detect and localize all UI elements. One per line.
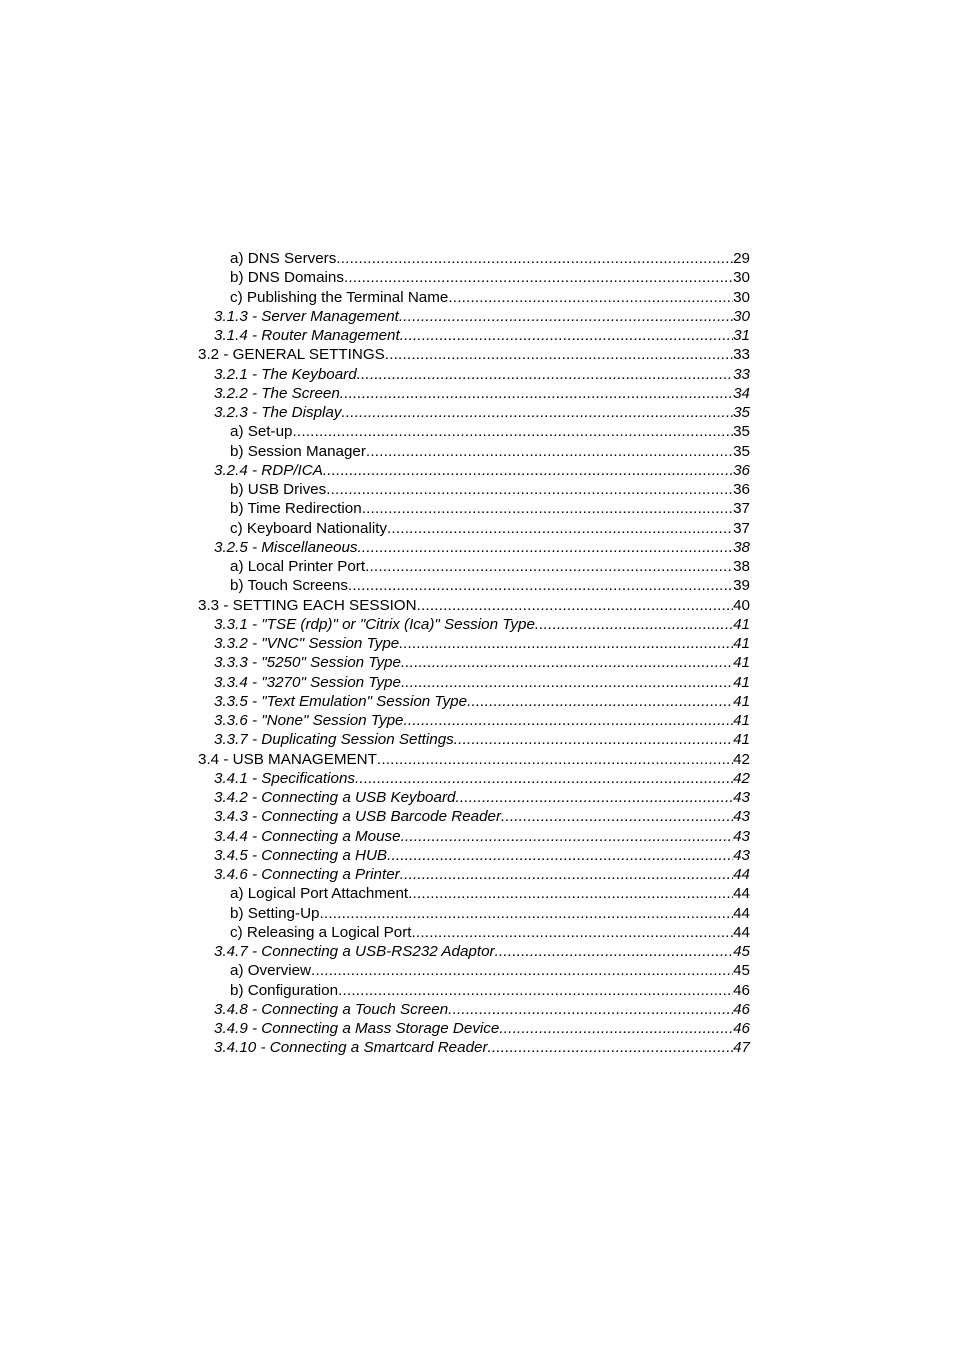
toc-entry-page: 45 [733,962,750,980]
toc-entry-page: 33 [733,346,750,364]
toc-entry-title: 3.3.6 - "None" Session Type [214,712,404,729]
toc-entry-page: 37 [733,500,750,518]
toc-dot-leader [387,846,733,865]
toc-entry-page: 44 [733,885,750,903]
toc-dot-leader [365,557,733,576]
toc-entry-title: 3.1.3 - Server Management [214,307,399,325]
toc-entry-page: 40 [733,596,750,614]
toc-dot-leader [377,750,733,769]
toc-dot-leader [387,519,733,538]
toc-entry-title: a) Overview [230,962,312,980]
toc-entry-page: 29 [733,250,750,267]
toc-entry-page: 41 [733,635,750,652]
toc-entry-page: 34 [733,384,750,402]
toc-entry-page: 39 [733,577,750,595]
toc-entry[interactable] [198,345,750,364]
toc-entry-page: 44 [733,866,750,883]
toc-entry[interactable] [214,730,750,749]
toc-entry-title: 3.3.1 - "TSE (rdp)" or "Citrix (Ica)" Session Type [214,615,535,633]
toc-entry[interactable] [214,307,750,326]
toc-dot-leader [358,538,734,557]
toc-entry-title: 3.3.2 - "VNC" Session Type [214,635,400,652]
toc-entry[interactable] [230,981,750,1000]
toc-entry-title: b) Setting-Up [230,904,320,922]
toc-entry-page: 35 [733,404,750,421]
toc-entry-title: 3.2.1 - The Keyboard [214,365,357,383]
toc-dot-leader [401,827,734,846]
toc-entry[interactable] [214,769,750,788]
toc-entry[interactable] [230,249,750,268]
toc-entry[interactable] [214,461,750,480]
toc-entry-page: 45 [733,943,750,960]
toc-dot-leader [323,461,733,480]
toc-entry[interactable] [230,884,750,903]
toc-entry[interactable] [230,442,750,461]
toc-entry-title: a) DNS Servers [230,250,337,267]
toc-dot-leader [417,596,734,615]
toc-dot-leader [326,480,733,499]
toc-entry[interactable] [214,673,750,692]
toc-entry-page: 35 [733,423,750,441]
toc-entry-title: c) Releasing a Logical Port [230,923,412,941]
toc-entry-page: 41 [733,615,750,633]
toc-entry-title: 3.4.1 - Specifications [214,769,355,787]
toc-dot-leader [401,653,733,672]
toc-entry[interactable] [214,865,750,884]
toc-entry-title: a) Logical Port Attachment [230,885,409,903]
toc-entry-page: 41 [733,692,750,710]
toc-entry[interactable] [230,499,750,518]
toc-entry-page: 35 [733,442,750,460]
toc-entry-title: 3.4.6 - Connecting a Printer [214,866,400,883]
toc-entry-page: 30 [733,307,750,325]
toc-entry[interactable] [214,538,750,557]
toc-entry-title: 3.4.7 - Connecting a USB-RS232 Adaptor [214,943,495,960]
toc-entry-title: b) DNS Domains [230,269,344,287]
toc-entry[interactable] [230,576,750,595]
toc-dot-leader [385,345,733,364]
toc-entry-title: 3.4.2 - Connecting a USB Keyboard [214,789,456,806]
toc-entry-page: 43 [733,846,750,864]
toc-entry-page: 37 [733,519,750,537]
toc-dot-leader [355,769,733,788]
toc-entry[interactable] [214,1019,750,1038]
toc-entry-title: 3.2.3 - The Display [214,404,342,421]
toc-entry-page: 46 [733,981,750,999]
toc-dot-leader [448,1000,733,1019]
toc-dot-leader [400,326,733,345]
toc-entry-page: 43 [733,789,750,806]
toc-dot-leader [336,249,733,268]
toc-entry-title: c) Publishing the Terminal Name [230,288,449,306]
toc-dot-leader [488,1038,734,1057]
toc-entry-title: 3.4.9 - Connecting a Mass Storage Device [214,1020,500,1037]
toc-dot-leader [454,730,733,749]
toc-entry[interactable] [214,403,750,422]
toc-dot-leader [408,884,733,903]
toc-entry-title: 3.2.5 - Miscellaneous [214,538,358,556]
toc-dot-leader [344,268,733,287]
toc-entry[interactable] [214,615,750,634]
toc-entry-title: 3.3.3 - "5250" Session Type [214,654,401,672]
toc-entry-page: 44 [733,904,750,922]
toc-entry[interactable] [230,422,750,441]
toc-dot-leader [535,615,733,634]
toc-dot-leader [357,365,733,384]
toc-entry-title: b) Session Manager [230,442,366,460]
toc-entry-page: 41 [733,654,750,672]
toc-entry-page: 36 [733,481,750,498]
toc-entry[interactable] [214,326,750,345]
toc-dot-leader [501,807,733,826]
toc-entry-page: 41 [733,673,750,691]
toc-dot-leader [399,307,733,326]
toc-entry-page: 43 [733,827,750,845]
toc-entry[interactable] [214,384,750,403]
toc-entry-page: 42 [733,769,750,787]
table-of-contents [0,249,954,1058]
toc-entry[interactable] [198,750,750,769]
toc-entry-page: 38 [733,558,750,575]
toc-entry-page: 41 [733,731,750,749]
toc-entry-page: 36 [733,461,750,479]
toc-dot-leader [495,942,734,961]
toc-entry[interactable] [214,711,750,730]
toc-dot-leader [399,634,733,653]
toc-entry[interactable] [214,846,750,865]
toc-entry[interactable] [230,961,750,980]
toc-dot-leader [403,711,733,730]
toc-entry[interactable] [214,1000,750,1019]
toc-entry-title: 3.4 - USB MANAGEMENT [198,750,377,768]
toc-entry[interactable] [230,904,750,923]
toc-entry-title: b) USB Drives [230,481,327,498]
toc-dot-leader [400,865,733,884]
toc-dot-leader [340,384,733,403]
toc-dot-leader [499,1019,733,1038]
toc-entry-title: 3.3.5 - "Text Emulation" Session Type [214,692,468,710]
toc-dot-leader [401,673,733,692]
toc-entry[interactable] [230,480,750,499]
toc-dot-leader [366,442,733,461]
toc-entry-page: 44 [733,923,750,941]
toc-entry-title: 3.4.3 - Connecting a USB Barcode Reader [214,808,502,826]
toc-entry[interactable] [214,692,750,711]
toc-entry-page: 46 [733,1020,750,1037]
toc-entry-page: 43 [733,808,750,826]
toc-dot-leader [338,981,733,1000]
toc-entry[interactable] [230,288,750,307]
toc-dot-leader [311,961,733,980]
toc-entry-page: 41 [733,712,750,729]
toc-entry[interactable] [198,596,750,615]
toc-entry-title: 3.3.7 - Duplicating Session Settings [214,731,454,749]
toc-dot-leader [448,288,733,307]
toc-entry[interactable] [214,365,750,384]
toc-entry[interactable] [214,634,750,653]
toc-entry[interactable] [230,268,750,287]
toc-entry-page: 31 [733,327,750,344]
toc-entry[interactable] [214,1038,750,1057]
toc-entry-title: 3.3.4 - "3270" Session Type [214,673,401,691]
toc-entry-title: 3.2.2 - The Screen [214,384,340,402]
toc-entry-title: a) Local Printer Port [230,558,366,575]
toc-dot-leader [467,692,733,711]
toc-entry-title: 3.4.4 - Connecting a Mouse [214,827,401,845]
toc-entry-title: 3.3 - SETTING EACH SESSION [198,596,417,614]
toc-dot-leader [319,904,733,923]
toc-entry-title: 3.2 - GENERAL SETTINGS [198,346,385,364]
toc-entry-title: b) Configuration [230,981,339,999]
toc-dot-leader [348,576,733,595]
toc-entry-title: 3.4.8 - Connecting a Touch Screen [214,1000,449,1018]
toc-dot-leader [292,422,733,441]
toc-entry[interactable] [214,827,750,846]
toc-entry-page: 30 [733,288,750,306]
toc-entry-page: 46 [733,1000,750,1018]
toc-entry[interactable] [214,653,750,672]
toc-entry-title: 3.2.4 - RDP/ICA [214,461,323,479]
toc-entry-title: 3.4.5 - Connecting a HUB [214,846,388,864]
toc-dot-leader [362,499,733,518]
toc-entry-title: 3.4.10 - Connecting a Smartcard Reader [214,1039,488,1057]
toc-entry-title: b) Time Redirection [230,500,362,518]
toc-entry-page: 38 [733,538,750,556]
toc-entry[interactable] [230,923,750,942]
toc-dot-leader [341,403,733,422]
toc-entry-page: 30 [733,269,750,287]
toc-entry-title: 3.1.4 - Router Management [214,327,400,344]
toc-entry-page: 42 [733,750,750,768]
toc-dot-leader [412,923,734,942]
toc-entry[interactable] [230,557,750,576]
toc-entry[interactable] [214,807,750,826]
toc-entry-title: c) Keyboard Nationality [230,519,388,537]
toc-entry[interactable] [230,519,750,538]
toc-entry-title: b) Touch Screens [230,577,348,595]
toc-entry-page: 47 [733,1039,750,1057]
toc-entry-title: a) Set-up [230,423,293,441]
toc-entry[interactable] [214,788,750,807]
toc-dot-leader [455,788,733,807]
toc-entry-page: 33 [733,365,750,383]
toc-entry[interactable] [214,942,750,961]
